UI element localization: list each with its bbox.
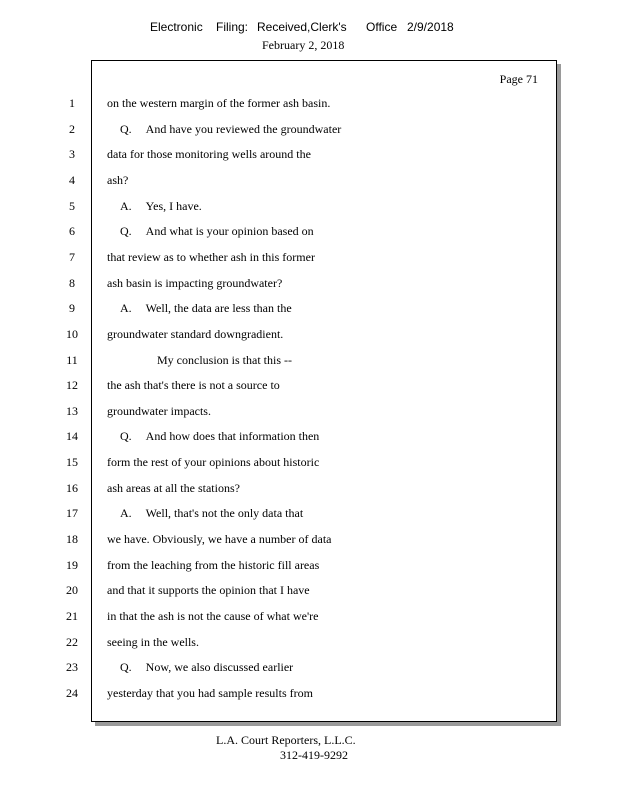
line-text: the ash that's there is not a source to bbox=[107, 378, 280, 392]
line-text: in that the ash is not the cause of what we're bbox=[107, 609, 319, 623]
speaker-label: Q. bbox=[120, 660, 132, 674]
line-text: ash areas at all the stations? bbox=[107, 481, 240, 495]
line-text: form the rest of your opinions about historic bbox=[107, 455, 320, 469]
line-text: on the western margin of the former ash basin. bbox=[107, 96, 331, 110]
line-number: 24 bbox=[66, 686, 78, 700]
line-text: And what is your opinion based on bbox=[145, 224, 314, 238]
line-text: ash basin is impacting groundwater? bbox=[107, 276, 283, 290]
line-number: 3 bbox=[69, 147, 75, 161]
stamp-word-received: Received,Clerk's bbox=[257, 20, 347, 34]
transcript-line bbox=[107, 122, 341, 136]
transcript-line bbox=[107, 455, 319, 469]
line-number: 9 bbox=[69, 301, 75, 315]
transcript-line bbox=[107, 583, 310, 597]
stamp-date: 2/9/2018 bbox=[407, 20, 454, 34]
line-number: 20 bbox=[66, 583, 78, 597]
line-number: 8 bbox=[69, 276, 75, 290]
transcript-line bbox=[107, 224, 314, 238]
stamp-word-electronic: Electronic bbox=[150, 20, 203, 34]
stamp-word-filing: Filing: bbox=[216, 20, 249, 34]
speaker-label: A. bbox=[120, 301, 132, 315]
line-number: 21 bbox=[66, 609, 78, 623]
transcript-line bbox=[107, 327, 283, 341]
transcript-line bbox=[107, 558, 319, 572]
line-text: groundwater standard downgradient. bbox=[107, 327, 284, 341]
line-number: 6 bbox=[69, 224, 75, 238]
stamp-word-office: Office bbox=[366, 20, 398, 34]
line-number: 12 bbox=[66, 378, 78, 392]
line-text: we have. Obviously, we have a number of data bbox=[107, 532, 332, 546]
transcript-line bbox=[107, 276, 282, 290]
line-text: Well, the data are less than the bbox=[145, 301, 292, 315]
transcript-line bbox=[107, 250, 315, 264]
line-text: Now, we also discussed earlier bbox=[145, 660, 294, 674]
page-number: Page 71 bbox=[499, 72, 538, 86]
speaker-label: A. bbox=[120, 506, 132, 520]
line-number: 14 bbox=[66, 429, 78, 443]
line-text: ash? bbox=[107, 173, 129, 187]
transcript-line bbox=[107, 378, 280, 392]
transcript-line bbox=[107, 609, 318, 623]
line-number: 23 bbox=[66, 660, 78, 674]
line-text: that review as to whether ash in this former bbox=[107, 250, 315, 264]
line-number: 7 bbox=[69, 250, 75, 264]
transcript-line bbox=[107, 429, 319, 443]
line-number: 10 bbox=[66, 327, 78, 341]
line-number: 22 bbox=[66, 635, 78, 649]
line-text: And how does that information then bbox=[145, 429, 320, 443]
line-text: And have you reviewed the groundwater bbox=[145, 122, 342, 136]
transcript-line bbox=[107, 481, 240, 495]
line-text: and that it supports the opinion that I have bbox=[107, 583, 310, 597]
transcript-line bbox=[107, 635, 199, 649]
line-number: 15 bbox=[66, 455, 78, 469]
line-number: 11 bbox=[66, 353, 78, 367]
transcript-line bbox=[107, 506, 303, 520]
line-text: seeing in the wells. bbox=[107, 635, 199, 649]
line-text: My conclusion is that this -- bbox=[157, 353, 292, 367]
transcript-line bbox=[107, 532, 331, 546]
footer-company: L.A. Court Reporters, L.L.C. bbox=[216, 733, 356, 747]
line-number: 13 bbox=[66, 404, 78, 418]
transcript-line bbox=[107, 686, 313, 700]
speaker-label: A. bbox=[120, 199, 132, 213]
transcript-line bbox=[107, 173, 128, 187]
line-number: 4 bbox=[69, 173, 75, 187]
line-text: from the leaching from the historic fill areas bbox=[107, 558, 320, 572]
line-number: 19 bbox=[66, 558, 78, 572]
line-number: 1 bbox=[69, 96, 75, 110]
transcript-line bbox=[107, 353, 292, 367]
line-number: 17 bbox=[66, 506, 78, 520]
transcript-line bbox=[107, 199, 202, 213]
transcript-line bbox=[107, 96, 330, 110]
speaker-label: Q. bbox=[120, 224, 132, 238]
line-number: 16 bbox=[66, 481, 78, 495]
line-text: Yes, I have. bbox=[145, 199, 202, 213]
line-text: groundwater impacts. bbox=[107, 404, 211, 418]
line-number: 5 bbox=[69, 199, 75, 213]
transcript-line bbox=[107, 404, 211, 418]
transcript-line bbox=[107, 147, 311, 161]
speaker-label: Q. bbox=[120, 122, 132, 136]
line-text: yesterday that you had sample results from bbox=[107, 686, 313, 700]
header-date: February 2, 2018 bbox=[262, 38, 345, 52]
footer-phone: 312-419-9292 bbox=[280, 748, 348, 762]
transcript-line bbox=[107, 660, 293, 674]
line-text: Well, that's not the only data that bbox=[145, 506, 304, 520]
filing-stamp bbox=[0, 20, 618, 40]
speaker-label: Q. bbox=[120, 429, 132, 443]
line-text: data for those monitoring wells around the bbox=[107, 147, 311, 161]
line-number: 2 bbox=[69, 122, 75, 136]
transcript-line bbox=[107, 301, 292, 315]
line-number: 18 bbox=[66, 532, 78, 546]
